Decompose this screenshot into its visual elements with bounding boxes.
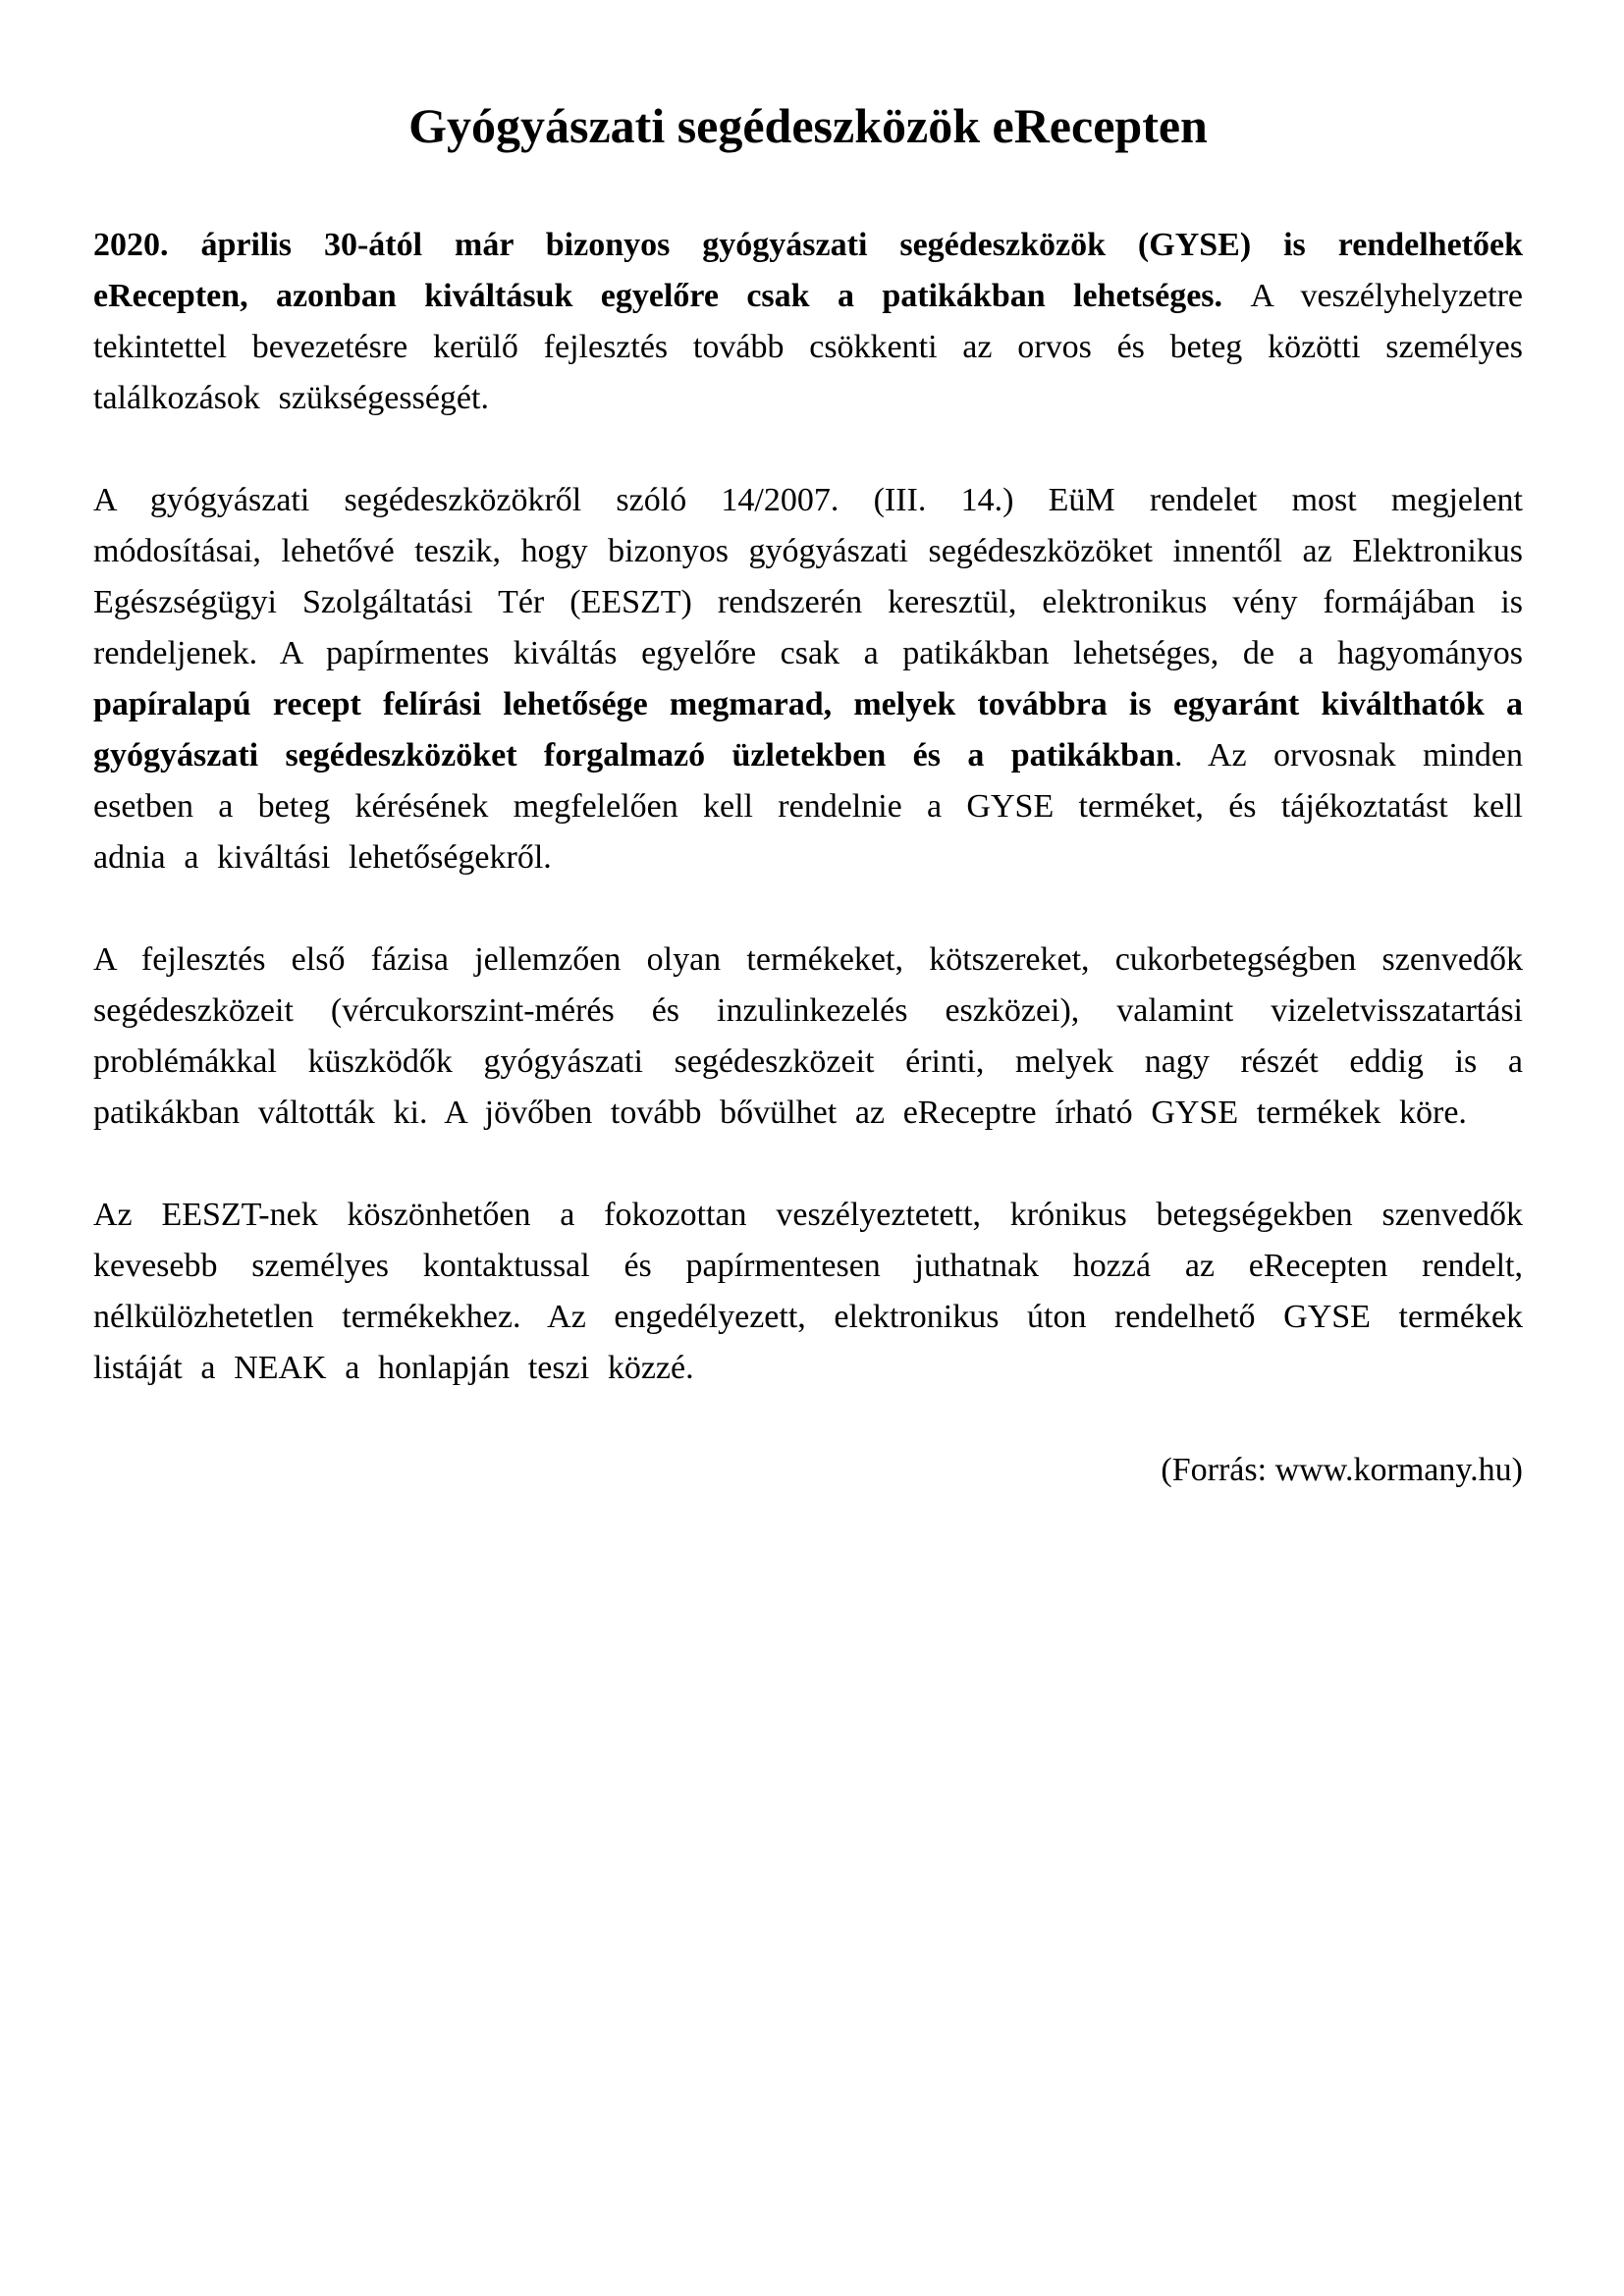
- paragraph-eeszt: [93, 1190, 1523, 1394]
- source-line: (Forrás: www.kormany.hu): [1161, 1452, 1523, 1488]
- intro-bold-run: 2020. április 30-ától már bizonyos gyógyászati segédeszközök (GYSE) is rendelhetőek eRecepten, azonban kiváltásuk egyelőre csak a patikákban lehetséges.: [93, 227, 1523, 314]
- intro-normal-run: A veszélyhelyzetre tekintettel bevezetésre kerülő fejlesztés tovább csökkenti az orvos és beteg közötti személyes találkozások szükségességét.: [93, 278, 1523, 416]
- regulation-normal-run-1: A gyógyászati segédeszközökről szóló 14/2007. (III. 14.) EüM rendelet most megjelent módosításai, lehetővé teszik, hogy bizonyos gyógyászati segédeszközöket innentől az Elektronikus Egészségügyi Szolgáltatási Tér (EESZT) rendszerén keresztül, elektronikus vény formájában is rendeljenek. A papírmentes kiváltás egyelőre csak a patikákban lehetséges, de a hagyományos: [93, 482, 1523, 671]
- eeszt-run: Az EESZT-nek köszönhetően a fokozottan veszélyeztetett, krónikus betegségekben szenvedők kevesebb személyes kontaktussal és papírmentesen juthatnak hozzá az eRecepten rendelt, nélkülözhetetlen termékekhez. Az engedélyezett, elektronikus úton rendelhető GYSE termékek listáját a NEAK a honlapján teszi közzé.: [93, 1197, 1523, 1386]
- regulation-bold-run: papíralapú recept felírási lehetősége megmarad, melyek továbbra is egyaránt kiválthatók a gyógyászati segédeszközöket forgalmazó üzletekben és a patikákban: [93, 686, 1523, 774]
- regulation-normal-run-2: . Az orvosnak minden esetben a beteg kérésének megfelelően kell rendelnie a GYSE terméket, és tájékoztatást kell adnia a kiváltási lehetőségekről.: [93, 737, 1524, 876]
- paragraph-intro: [93, 220, 1523, 424]
- document-title: Gyógyászati segédeszközök eRecepten: [408, 98, 1208, 153]
- paragraph-first-phase: [93, 934, 1523, 1139]
- first-phase-run: A fejlesztés első fázisa jellemzően olyan termékeket, kötszereket, cukorbetegségben szenvedők segédeszközeit (vércukorszint-mérés és inzulinkezelés eszközei), valamint vizeletvisszatartási problémákkal küszködők gyógyászati segédeszközeit érinti, melyek nagy részét eddig is a patikákban váltották ki. A jövőben tovább bővülhet az eReceptre írható GYSE termékek köre.: [93, 941, 1523, 1131]
- paragraph-regulation: [93, 475, 1523, 883]
